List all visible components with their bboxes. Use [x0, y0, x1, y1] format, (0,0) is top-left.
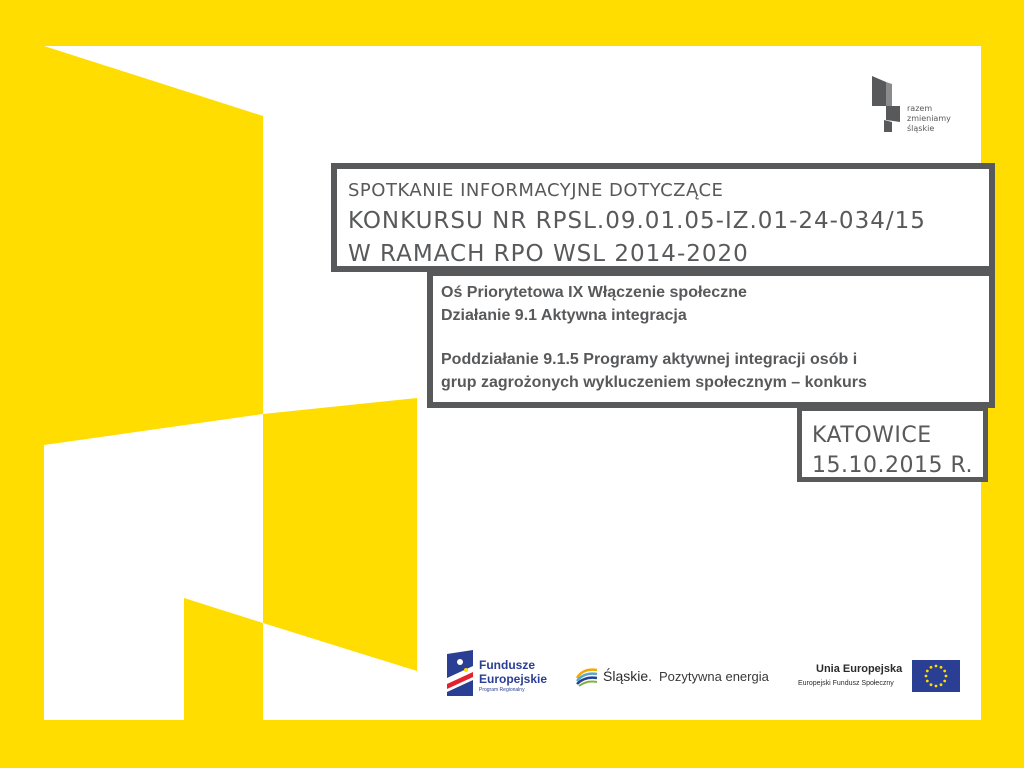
title-line-2: KONKURSU NR RPSL.09.01.05-IZ.01-24-034/15: [348, 208, 926, 234]
eu-title: Unia Europejska: [816, 663, 903, 675]
fe-title-1: Fundusze: [479, 658, 535, 672]
info-line-4: grup zagrożonych wykluczeniem społecznym – konkurs: [441, 374, 867, 391]
eu-flag-icon: [912, 660, 960, 692]
frame-top: [0, 0, 1024, 46]
title-line-1: SPOTKANIE INFORMACYJNE DOTYCZĄCE: [348, 180, 724, 201]
yellow-shape-middle: [263, 398, 417, 671]
slaskie-geometric-mark-icon: [872, 76, 904, 136]
info-line-1: Oś Priorytetowa IX Włączenie społeczne: [441, 284, 747, 301]
fundusze-europejskie-logo: [447, 650, 557, 696]
razem-zmieniamy-slaskie-logo: [872, 76, 982, 136]
yellow-shape-upper-left: [44, 46, 263, 445]
slaskie-pozytywna-energia-logo: [575, 664, 775, 688]
title-box: [331, 163, 995, 272]
location-date-box: [797, 406, 988, 482]
info-line-3: Poddziałanie 9.1.5 Programy aktywnej integracji osób i: [441, 351, 858, 368]
fe-title-2: Europejskie: [479, 672, 548, 686]
slaskie-tagline: Pozytywna energia: [659, 669, 769, 684]
slaskie-name: Śląskie.: [603, 668, 653, 684]
date-label: 15.10.2015 R.: [812, 453, 973, 478]
city-label: KATOWICE: [812, 423, 932, 448]
frame-bottom: [0, 720, 1024, 768]
eu-subtitle: Europejski Fundusz Społeczny: [798, 680, 894, 687]
slaskie-waves-icon: [575, 664, 599, 688]
info-line-2: Działanie 9.1 Aktywna integracja: [441, 307, 687, 324]
brand-line-1: razem: [907, 104, 933, 113]
unia-europejska-logo: [796, 660, 966, 694]
brand-line-3: śląskie: [907, 124, 935, 133]
program-info-box: [427, 270, 995, 408]
brand-line-2: zmieniamy: [907, 114, 951, 123]
title-line-3: W RAMACH RPO WSL 2014-2020: [348, 241, 749, 267]
yellow-shape-lower: [184, 598, 263, 740]
fundusze-europejskie-flag-icon: [447, 650, 473, 696]
fe-subtitle: Program Regionalny: [479, 687, 525, 693]
frame-left: [0, 0, 44, 768]
